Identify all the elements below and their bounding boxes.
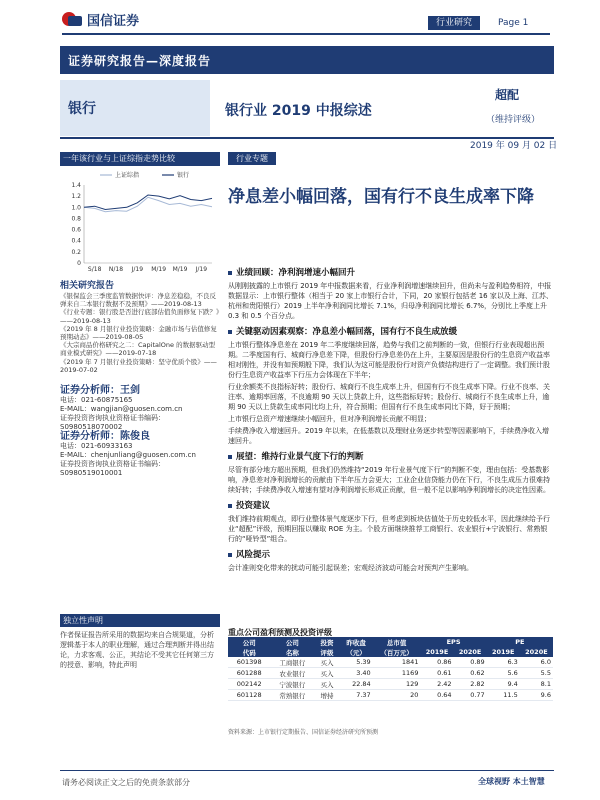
forecast-table-title: 重点公司盈利预测及投资评级 [228,628,332,637]
table-source: 资料来源：上市银行定期报告、国信证券经济研究所预测 [228,729,379,736]
th-close: 昨收盘 [339,637,372,647]
table-cell: 9.4 [487,679,520,690]
section-paragraph: 上市银行整体净息差在 2019 年二季度继续回落，趋势与我们之前判断的一致，但银行行业表现超出预期。二季度国有行、城商行净息差下降，但股份行净息差仍在上升，主要原因是股份行的生息资产收益率相对刚性，并没有如预期般下降，我们认为这可能是股份行对资产负债结构进行了一定调整。我们预计股份行生息资产收益率下行压力会体现在下半年； [228,341,550,379]
x-tick-label: M/19 [172,266,188,273]
top-rule [62,33,550,35]
legend-label: 银行 [177,172,190,179]
analyst-phone: 电话：021-60875165 [60,396,133,404]
x-tick-label: S/18 [87,266,102,273]
related-reports-list [60,292,223,374]
related-report-item [60,341,220,357]
table-cell: 0.77 [454,690,487,701]
x-tick-label: J/19 [131,266,144,273]
table-cell: 工商银行 [270,657,314,668]
table-cell: 601288 [228,668,270,679]
th-code: 代码 [228,647,270,657]
section-heading [228,550,553,560]
table-cell: 601128 [228,690,270,701]
th-eps-2019: 2019E [420,647,453,657]
related-report-title[interactable]: 《2019 年 7 月银行业投资策略：坚守优质个股》 [60,357,204,366]
table-cell: 22.84 [339,679,372,690]
bullet-square-icon [228,271,232,275]
section-paragraph: 尽管有部分地方超出预期，但我们仍然维持“2019 年行业景气度下行”的判断不变，理由包括：受基数影响，净息差对净利润增长的贡献由下半年压力会更大；工业企业信贷能力仍在下行，不良生成压力很难持续好转；手续费净收入增速有望对净利润增长形成正贡献，但一般不足以影响净利润增长的决定性因素。 [228,466,550,494]
related-report-date: ——2019-08-13 [151,300,202,309]
section-paragraph: 手续费净收入增速回升。2019 年以来，在低基数以及理财业务逐步转型等因素影响下，手续费净收入增速回升。 [228,427,550,445]
y-tick-label: 0.4 [71,237,81,245]
table-row [228,668,553,679]
table-cell: 5.5 [520,668,553,679]
section-title: 业绩回顾：净利润增速小幅回升 [236,268,356,278]
index-comparison-chart [60,167,220,277]
table-row [228,690,553,701]
th-mktcap: 总市值 [373,637,421,647]
rating-note: （维持评级） [486,115,541,125]
related-report-title[interactable]: 《银保监会三季度监管数据快评：净息差稳稳，不良反弹来自二本银行数据不及预期》 [60,292,216,309]
y-tick-label: 0.8 [71,215,81,223]
x-tick-label: J/19 [195,266,208,273]
table-cell: 6.0 [520,657,553,668]
table-cell: 农业银行 [270,668,314,679]
company-name: 国信证券 [87,13,140,29]
y-tick-label: 1.4 [71,182,81,189]
chart-series [84,195,212,212]
independence-title: 独立性声明 [60,614,220,627]
table-cell: 7.37 [339,690,372,701]
related-report-item [60,308,223,325]
bullet-square-icon [228,553,232,557]
table-cell: 常熟银行 [270,690,314,701]
th-eps: EPS [420,637,486,647]
report-date: 2019 年 09 月 02 日 [470,141,558,151]
y-tick-label: 0.6 [71,226,81,234]
y-tick-label: 0 [77,260,81,267]
analyst-email[interactable]: E-MAIL：wangjian@guosen.com.cn [60,405,183,413]
th-pe-2020: 2020E [520,647,553,657]
table-cell: 0.62 [454,668,487,679]
table-cell: 买入 [314,679,339,690]
table-cell: 买入 [314,668,339,679]
th-eps-2020: 2020E [454,647,487,657]
table-row [228,679,553,690]
industry-box [60,80,210,136]
table-cell: 2.42 [420,679,453,690]
table-cell: 9.6 [520,690,553,701]
x-tick-label: N/18 [108,266,124,273]
industry-research-tag: 行业研究 [428,16,480,30]
table-cell: 增持 [314,690,339,701]
related-report-item [60,325,220,341]
table-cell: 0.86 [420,657,453,668]
analyst-cert: 证券投资咨询执业资格证书编码：S0980519010001 [60,460,165,477]
th-yuan: （元） [339,647,372,657]
th-company-code: 公司 [228,637,270,647]
y-tick-label: 0.2 [71,248,81,256]
company-logo [62,10,158,28]
table-cell: 买入 [314,657,339,668]
table-cell: 11.5 [487,690,520,701]
analyst-email[interactable]: E-MAIL：chenjunliang@guosen.com.cn [60,451,196,459]
slogan: 全球视野 本土智慧 [478,777,545,786]
section-title: 展望：维持行业景气度下行的判断 [236,452,364,462]
related-report-title[interactable]: 《2019 年 8 月银行业投资策略：金融市场与估值修复预期动态》 [60,324,217,342]
table-cell: 宁波银行 [270,679,314,690]
analyst-card [60,386,220,432]
analyst-name: 王剑 [120,385,140,396]
th-pe: PE [487,637,553,647]
legend-label: 上证综指 [115,172,140,179]
table-cell: 0.64 [420,690,453,701]
rating: 超配 [495,88,520,102]
section-title: 投资建议 [236,501,271,511]
related-report-date: ——2019-07-18 [105,349,157,358]
bullet-square-icon [228,455,232,459]
analyst-role: 证券分析师： [60,385,120,396]
bullet-square-icon [228,504,232,508]
section-paragraph: 我们维持前期观点，即行业整体景气度逐步下行，但考虑到板块估值处于历史较低水平，因此继续给予行业“超配”评级，预期回报以赚取 ROE 为主。个股方面继续推荐工商银行、农业银行+宁波银行、常熟银行的“哑铃型”组合。 [228,515,550,543]
th-rating: 投资 [314,637,339,647]
analyst-phone: 电话：021-60933163 [60,442,133,450]
th-company-name: 公司 [270,637,314,647]
section-paragraph: 会计准则变化带来的扰动可能引起误差；宏观经济波动可能会对预判产生影响。 [228,564,473,572]
topic-tag: 行业专题 [228,152,276,165]
section-heading [228,452,553,462]
report-body [228,262,553,575]
chart-legend [100,171,189,179]
table-cell: 8.1 [520,679,553,690]
y-tick-label: 1.2 [71,193,81,201]
analyst-role: 证券分析师： [60,431,120,442]
related-report-date: ——2019-08-13 [60,316,111,325]
section-title: 风险提示 [236,550,271,560]
forecast-table [228,637,553,701]
table-cell: 3.40 [339,668,372,679]
report-title: 银行业 2019 中报综述 [225,103,372,119]
table-cell: 5.39 [339,657,372,668]
bullet-square-icon [228,330,232,334]
table-cell: 20 [373,690,421,701]
section-paragraph: 从刚刚披露的上市银行 2019 年中报数据来看，行业净利润增速继续回升，但尚未与盈利趋势相符，中报数据显示：上市银行整体（相当于 20 家上市银行合计，下同，20 家银行包括老 16 家以及上海、江苏、杭州和贵阳银行）2019 上半年净利润同比增长 7.1%，归母净利润同比增长 6.7%，分别比上季度上升 0.3 和 0.5 个百分点。 [228,282,553,320]
analyst-name: 陈俊良 [120,431,150,442]
th-million: （百万元） [373,647,421,657]
report-banner [60,46,554,74]
th-name: 名称 [270,647,314,657]
disclaimer-note: 请务必阅读正文之后的免责条款部分 [62,778,190,787]
section-heading [228,501,553,511]
analyst-card [60,432,220,478]
related-reports-title: 相关研究报告 [60,281,115,291]
th-pe-2019: 2019E [487,647,520,657]
chart-axes [71,182,212,273]
table-cell: 5.6 [487,668,520,679]
related-report-date: ——2019-08-05 [92,333,144,342]
table-cell: 0.89 [454,657,487,668]
table-cell: 002142 [228,679,270,690]
analyst-cert: 证券投资咨询执业资格证书编码：S0980518070002 [60,414,165,431]
x-tick-label: M/19 [151,266,167,273]
related-report-item [60,292,220,308]
logo-icon [62,12,82,26]
table-cell: 6.3 [487,657,520,668]
table-cell: 0.61 [420,668,453,679]
section-heading [228,268,553,278]
footer-rule [60,770,554,771]
table-cell: 1169 [373,668,421,679]
section-title: 关键驱动因素观察：净息差小幅回落，国有行不良生成放缓 [236,327,458,337]
related-report-title[interactable]: 《行业专题：银行股是否进行底部估值负面修复下跌？》 [60,308,223,317]
banner-text: 证券研究报告—深度报告 [68,54,212,68]
section-paragraph: 上市银行总资产增速继续小幅回升，但对净利润增长贡献不明显； [228,415,431,423]
chart-title: 一年该行业与上证综指走势比较 [60,152,220,166]
section-heading [228,327,553,337]
industry-name: 银行 [68,101,96,117]
related-report-title[interactable]: 《大宗商品价格研究之二：CapitalOne 的数据驱动型商业模式研究》 [60,341,216,358]
page-number: Page 1 [498,18,529,28]
table-cell: 601398 [228,657,270,668]
table-row [228,657,553,668]
table-cell: 129 [373,679,421,690]
related-report-item [60,358,220,374]
y-tick-label: 1.0 [71,204,81,212]
table-cell: 1841 [373,657,421,668]
section-paragraph: 行业余额类不良指标好转；股份行、城商行不良生成率上升，但国有行不良生成率下降。行业不良率、关注率、逾期率回落，不良逾期 90 天以上贷款上升，这些指标好转；股份行、城商行不良生成率上升，逾期 90 天以上贷款生成率同比均上升，符合预期；但国有行不良生成率同比下降，好于预期； [228,383,550,411]
independence-text: 作者保证报告所采用的数据均来自合规渠道，分析逻辑基于本人的职业理解，通过合理判断并得出结论，力求客观、公正，其结论不受其它任何第三方的授意、影响，特此声明 [60,631,214,669]
related-report-date: ——2019-07-02 [60,357,217,374]
th-rating2: 评级 [314,647,339,657]
headline: 净息差小幅回落，国有行不良生成率下降 [228,187,534,207]
table-cell: 2.82 [454,679,487,690]
